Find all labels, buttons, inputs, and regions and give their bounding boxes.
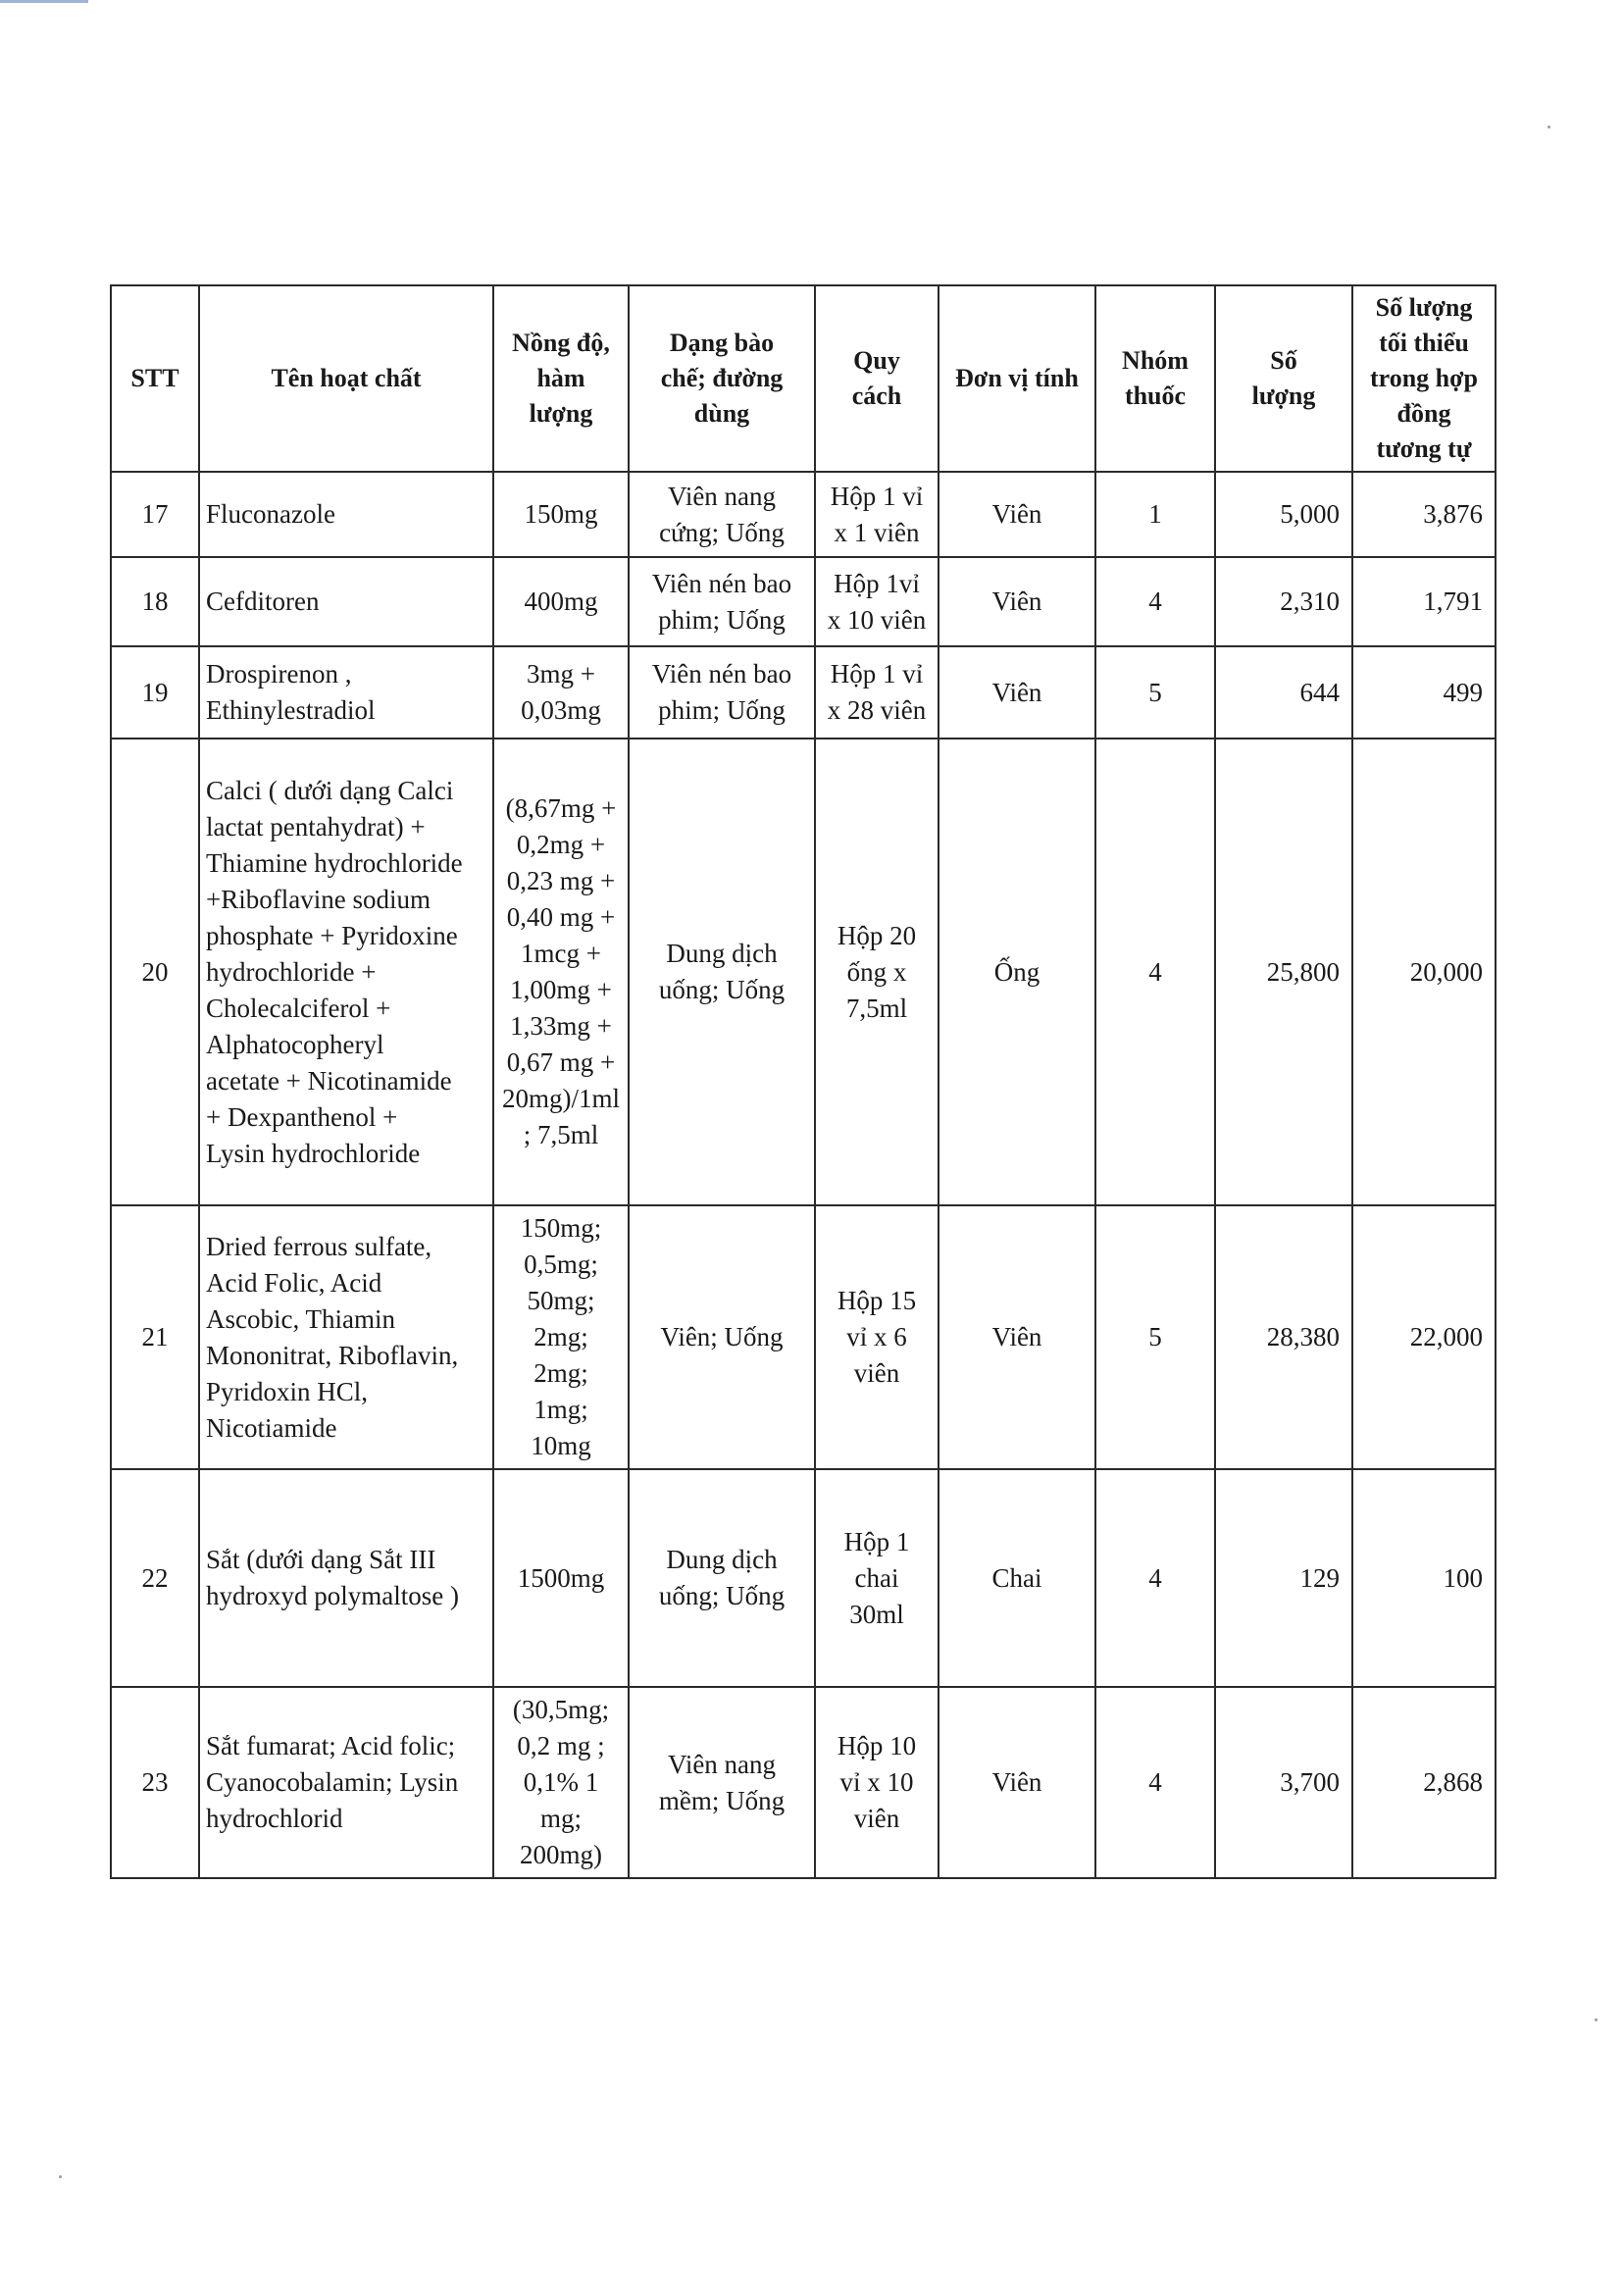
table-row [111,557,1496,646]
cell-dang-bao-che: Viên nén bao phim; Uống [629,646,815,739]
cell-so-luong-toi-thieu: 100 [1352,1469,1496,1687]
cell-dang-bao-che: Viên nang mềm; Uống [629,1687,815,1878]
cell-so-luong: 2,310 [1215,557,1352,646]
header-so-luong-toi-thieu: Số lượng tối thiểu trong hợp đồng tương tự [1352,285,1496,472]
cell-dang-bao-che: Viên nén bao phim; Uống [629,557,815,646]
cell-nhom-thuoc: 4 [1095,1469,1215,1687]
cell-stt: 22 [111,1469,199,1687]
cell-nhom-thuoc: 5 [1095,1205,1215,1469]
header-don-vi-tinh: Đơn vị tính [939,285,1095,472]
cell-don-vi-tinh: Viên [939,646,1095,739]
scan-speck [1595,2018,1598,2021]
cell-don-vi-tinh: Viên [939,1687,1095,1878]
cell-nong-do: 3mg + 0,03mg [493,646,629,739]
header-so-luong: Số lượng [1215,285,1352,472]
cell-don-vi-tinh: Ống [939,739,1095,1205]
cell-so-luong: 3,700 [1215,1687,1352,1878]
header-row [111,285,1496,472]
cell-quy-cach: Hộp 10 vỉ x 10 viên [815,1687,939,1878]
cell-dang-bao-che: Dung dịch uống; Uống [629,1469,815,1687]
cell-nong-do: (30,5mg; 0,2 mg ; 0,1% 1 mg; 200mg) [493,1687,629,1878]
cell-so-luong-toi-thieu: 22,000 [1352,1205,1496,1469]
drug-table [110,284,1497,1879]
cell-ten-hoat-chat: Sắt fumarat; Acid folic; Cyanocobalamin; Lysin hydrochlorid [199,1687,493,1878]
cell-so-luong-toi-thieu: 20,000 [1352,739,1496,1205]
cell-nong-do: 150mg [493,472,629,557]
cell-nhom-thuoc: 4 [1095,557,1215,646]
cell-so-luong: 25,800 [1215,739,1352,1205]
cell-ten-hoat-chat: Sắt (dưới dạng Sắt III hydroxyd polymaltose ) [199,1469,493,1687]
cell-stt: 23 [111,1687,199,1878]
cell-quy-cach: Hộp 1vỉ x 10 viên [815,557,939,646]
cell-dang-bao-che: Viên nang cứng; Uống [629,472,815,557]
cell-quy-cach: Hộp 20 ống x 7,5ml [815,739,939,1205]
cell-so-luong-toi-thieu: 2,868 [1352,1687,1496,1878]
cell-quy-cach: Hộp 1 vỉ x 1 viên [815,472,939,557]
cell-so-luong-toi-thieu: 1,791 [1352,557,1496,646]
table-row [111,472,1496,557]
scan-speck [1548,126,1550,128]
cell-ten-hoat-chat: Fluconazole [199,472,493,557]
cell-nong-do: (8,67mg + 0,2mg + 0,23 mg + 0,40 mg + 1mcg + 1,00mg + 1,33mg + 0,67 mg + 20mg)/1ml ; 7,5ml [493,739,629,1205]
header-nhom-thuoc: Nhóm thuốc [1095,285,1215,472]
cell-nhom-thuoc: 5 [1095,646,1215,739]
cell-nhom-thuoc: 1 [1095,472,1215,557]
cell-nong-do: 400mg [493,557,629,646]
table-row [111,739,1496,1205]
table-row [111,1687,1496,1878]
header-quy-cach: Quy cách [815,285,939,472]
cell-quy-cach: Hộp 1 vỉ x 28 viên [815,646,939,739]
cell-ten-hoat-chat: Cefditoren [199,557,493,646]
cell-ten-hoat-chat: Drospirenon , Ethinylestradiol [199,646,493,739]
cell-so-luong: 28,380 [1215,1205,1352,1469]
cell-so-luong-toi-thieu: 499 [1352,646,1496,739]
scan-edge-mark [0,0,88,3]
cell-so-luong-toi-thieu: 3,876 [1352,472,1496,557]
header-ten-hoat-chat: Tên hoạt chất [199,285,493,472]
cell-don-vi-tinh: Chai [939,1469,1095,1687]
header-dang-bao-che: Dạng bào chế; đường dùng [629,285,815,472]
table-row [111,646,1496,739]
cell-so-luong: 5,000 [1215,472,1352,557]
cell-nong-do: 1500mg [493,1469,629,1687]
cell-stt: 20 [111,739,199,1205]
cell-don-vi-tinh: Viên [939,1205,1095,1469]
cell-ten-hoat-chat: Calci ( dưới dạng Calci lactat pentahydrat) + Thiamine hydrochloride +Riboflavine sodium phosphate + Pyridoxine hydrochloride + Cholecalciferol + Alphatocopheryl acetate + Nicotinamide + Dexpanthenol + Lysin hydrochloride [199,739,493,1205]
cell-dang-bao-che: Viên; Uống [629,1205,815,1469]
cell-stt: 21 [111,1205,199,1469]
cell-don-vi-tinh: Viên [939,557,1095,646]
cell-stt: 17 [111,472,199,557]
cell-nong-do: 150mg; 0,5mg; 50mg; 2mg; 2mg; 1mg; 10mg [493,1205,629,1469]
cell-nhom-thuoc: 4 [1095,1687,1215,1878]
cell-so-luong: 129 [1215,1469,1352,1687]
cell-so-luong: 644 [1215,646,1352,739]
cell-ten-hoat-chat: Dried ferrous sulfate, Acid Folic, Acid Ascobic, Thiamin Mononitrat, Riboflavin, Pyridoxin HCl, Nicotiamide [199,1205,493,1469]
cell-quy-cach: Hộp 1 chai 30ml [815,1469,939,1687]
cell-quy-cach: Hộp 15 vỉ x 6 viên [815,1205,939,1469]
scan-speck [59,2175,62,2178]
table-row [111,1469,1496,1687]
header-stt: STT [111,285,199,472]
cell-stt: 19 [111,646,199,739]
cell-dang-bao-che: Dung dịch uống; Uống [629,739,815,1205]
header-nong-do: Nồng độ, hàm lượng [493,285,629,472]
cell-stt: 18 [111,557,199,646]
table-row [111,1205,1496,1469]
cell-don-vi-tinh: Viên [939,472,1095,557]
cell-nhom-thuoc: 4 [1095,739,1215,1205]
